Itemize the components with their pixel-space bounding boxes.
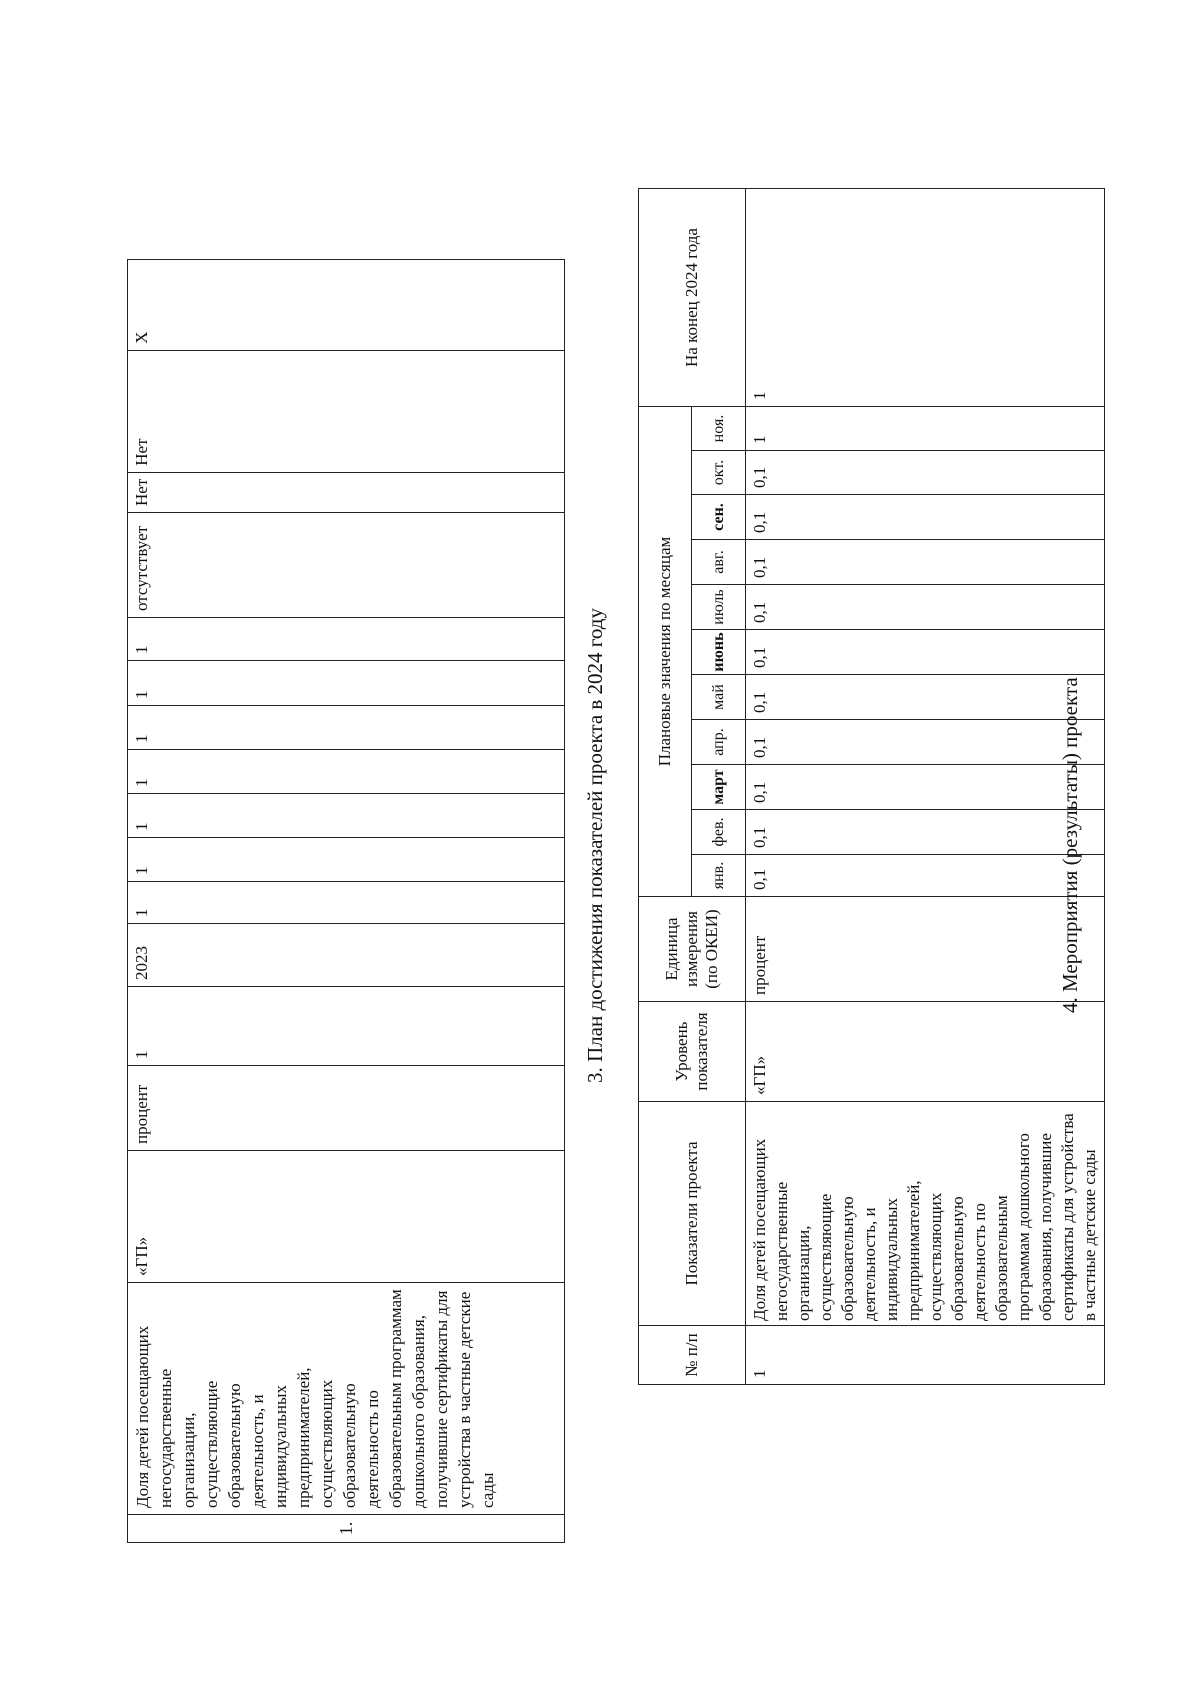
header-row [639, 189, 692, 1385]
value-cell: 1 [128, 882, 565, 924]
value-cell: 1 [128, 838, 565, 882]
value-cell: 1 [128, 750, 565, 794]
indicator-level: «ГП» [128, 1151, 565, 1283]
value-may: 0,1 [746, 675, 1105, 720]
month-nov: ноя. [692, 407, 746, 451]
value-feb: 0,1 [746, 810, 1105, 855]
header-monthly: Плановые значения по месяцам [639, 407, 692, 897]
value-oct: 0,1 [746, 451, 1105, 495]
month-oct: окт. [692, 451, 746, 495]
value-cell: 1 [128, 661, 565, 706]
row-number: 1. [128, 1515, 565, 1543]
no-cell: Нет [128, 472, 565, 512]
value-mar: 0,1 [746, 765, 1105, 810]
base-value: 1 [128, 987, 565, 1066]
header-year-end: На конец 2024 года [639, 189, 746, 407]
value-nov: 1 [746, 407, 1105, 451]
header-num: № п/п [639, 1326, 746, 1385]
indicator-name: Доля детей посещающих негосударственные организации, осуществляющие образовательную деятельность, и индивидуальных предпринимателей, осуществляющих образовательную деятельность по образовательным программам дошкольного образования, получившие сертификаты для устройства в частные детские сады [128, 1283, 565, 1515]
value-cell: 1 [128, 706, 565, 750]
month-apr: апр. [692, 720, 746, 765]
absent-cell: отсутствует [128, 513, 565, 618]
value-year-end: 1 [746, 189, 1105, 407]
plan-table-2024 [638, 188, 1105, 1385]
value-cell: 1 [128, 618, 565, 661]
x-cell: Х [128, 259, 565, 350]
indicators-table-continuation [127, 259, 565, 1543]
month-jan: янв. [692, 855, 746, 897]
month-aug: авг. [692, 540, 746, 585]
month-jul: июль [692, 585, 746, 630]
no-cell: Нет [128, 350, 565, 472]
unit: процент [128, 1066, 565, 1151]
header-level: Уровень показателя [639, 1002, 746, 1102]
value-jul: 0,1 [746, 585, 1105, 630]
section-3-title: 3. План достижения показателей проекта в 2024 году [583, 608, 607, 1083]
value-jun: 0,1 [746, 630, 1105, 675]
month-sep: сен. [692, 495, 746, 540]
value-sep: 0,1 [746, 495, 1105, 540]
value-aug: 0,1 [746, 540, 1105, 585]
base-year: 2023 [128, 924, 565, 987]
month-mar: март [692, 765, 746, 810]
unit: процент [746, 897, 1105, 1002]
indicator-name: Доля детей посещающих негосударственные организации, осуществляющие образовательную деятельность, и индивидуальных предпринимателей, осуществляющих образовательную деятельность по образовательным программам дошкольного образования, получившие сертификаты для устройства в частные детские сады [746, 1102, 1105, 1326]
value-jan: 0,1 [746, 855, 1105, 897]
value-cell: 1 [128, 794, 565, 838]
value-apr: 0,1 [746, 720, 1105, 765]
month-jun: июнь [692, 630, 746, 675]
row-number: 1 [746, 1326, 1105, 1385]
indicator-level: «ГП» [746, 1002, 1105, 1102]
month-feb: фев. [692, 810, 746, 855]
table-row [128, 259, 565, 1542]
table-row [746, 189, 1105, 1385]
header-unit: Единица измерения (по ОКЕИ) [639, 897, 746, 1002]
month-may: май [692, 675, 746, 720]
header-indicators: Показатели проекта [639, 1102, 746, 1326]
section-4-title: 4. Мероприятия (результаты) проекта [1058, 677, 1082, 1013]
